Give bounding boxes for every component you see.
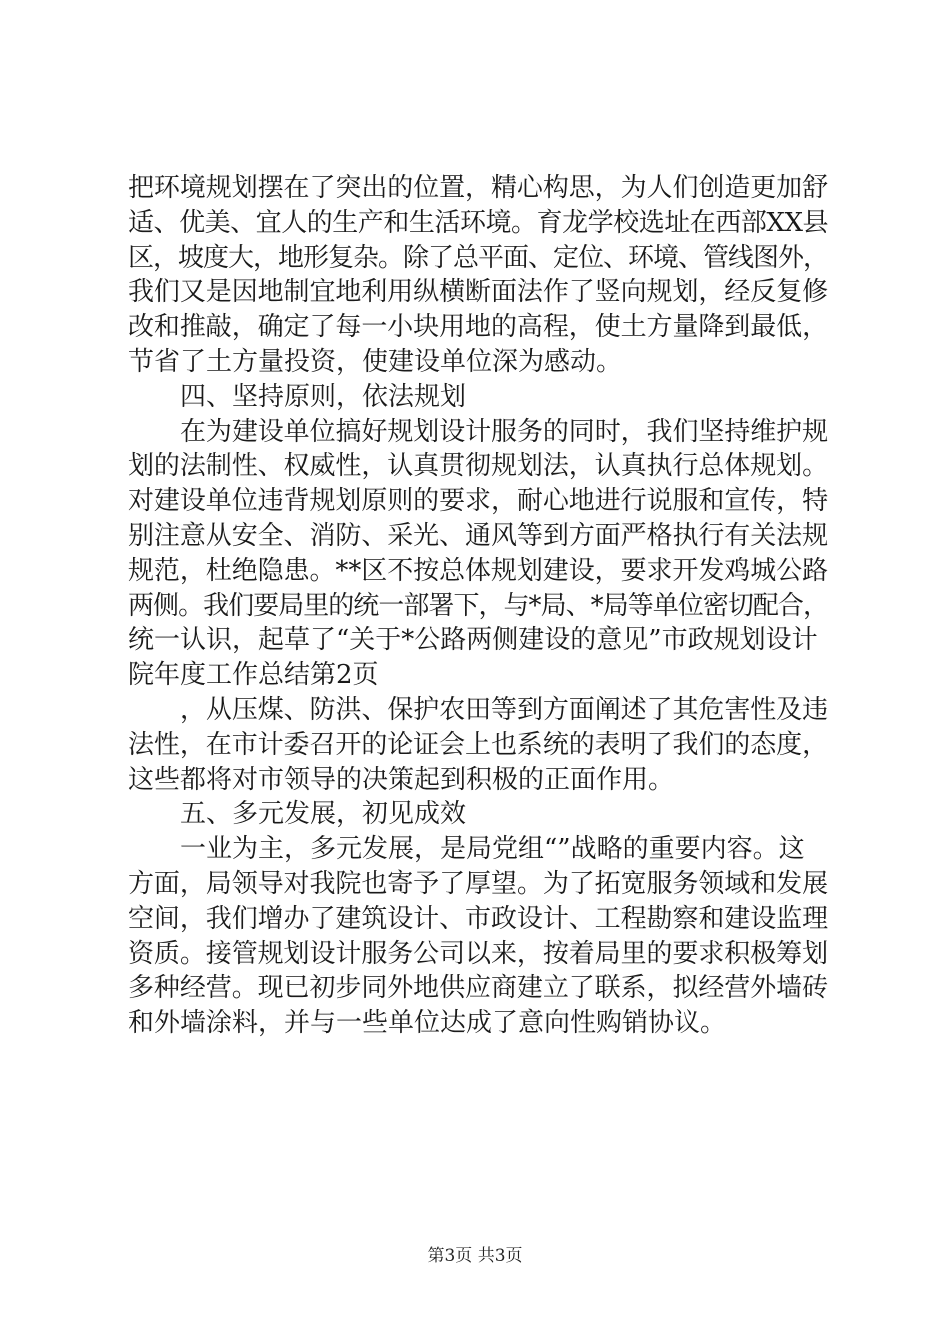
text-line: 和外墙涂料，并与一些单位达成了意向性购销协议。: [128, 1008, 727, 1039]
text-line: 规范，杜绝隐患。**区不按总体规划建设，要求开发鸡城公路: [128, 555, 829, 586]
text-line: 这些都将对市领导的决策起到积极的正面作用。: [128, 764, 675, 795]
section-heading: 四、坚持原则，依法规划: [180, 381, 467, 412]
section-heading: 五、多元发展，初见成效: [180, 799, 467, 830]
text-line: 适、优美、宜人的生产和生活环境。育龙学校选址在西部XX县: [128, 207, 829, 238]
page-number-footer: 第3页 共3页: [427, 1246, 523, 1266]
text-line: 把环境规划摆在了突出的位置，精心构思，为人们创造更加舒: [128, 173, 829, 203]
text-line: 方面，局领导对我院也寄予了厚望。为了拓宽服务领域和发展: [128, 868, 829, 899]
document-body: [128, 171, 828, 1041]
text-line: 别注意从安全、消防、采光、通风等到方面严格执行有关法规: [128, 520, 829, 551]
text-line: 我们又是因地制宜地利用纵横断面法作了竖向规划，经反复修: [128, 277, 829, 308]
text-line: 统一认识，起草了“关于*公路两侧建设的意见”市政规划设计: [128, 625, 818, 656]
text-line: 改和推敲，确定了每一小块用地的高程，使土方量降到最低，: [128, 312, 829, 343]
text-line: 对建设单位违背规划原则的要求，耐心地进行说服和宣传，特: [128, 486, 829, 517]
text-line: 在为建设单位搞好规划设计服务的同时，我们坚持维护规: [180, 416, 829, 447]
text-line: 多种经营。现已初步同外地供应商建立了联系，拟经营外墙砖: [128, 973, 829, 1004]
text-line: 资质。接管规划设计服务公司以来，按着局里的要求积极筹划: [128, 938, 829, 969]
text-line: 法性，在市计委召开的论证会上也系统的表明了我们的态度，: [128, 729, 829, 760]
text-line: ，从压煤、防洪、保护农田等到方面阐述了其危害性及违: [180, 694, 829, 725]
text-line: 两侧。我们要局里的统一部署下，与*局、*局等单位密切配合，: [128, 590, 829, 621]
text-line: 一业为主，多元发展，是局党组“”战略的重要内容。这: [180, 834, 805, 865]
text-line: 空间，我们增办了建筑设计、市政设计、工程勘察和建设监理: [128, 903, 829, 934]
text-line: 院年度工作总结第2页: [128, 660, 379, 691]
text-line: 区，坡度大，地形复杂。除了总平面、定位、环境、管线图外，: [128, 242, 829, 273]
text-line: 划的法制性、权威性，认真贯彻规划法，认真执行总体规划。: [128, 451, 829, 482]
text-line: 节省了土方量投资，使建设单位深为感动。: [128, 346, 623, 377]
